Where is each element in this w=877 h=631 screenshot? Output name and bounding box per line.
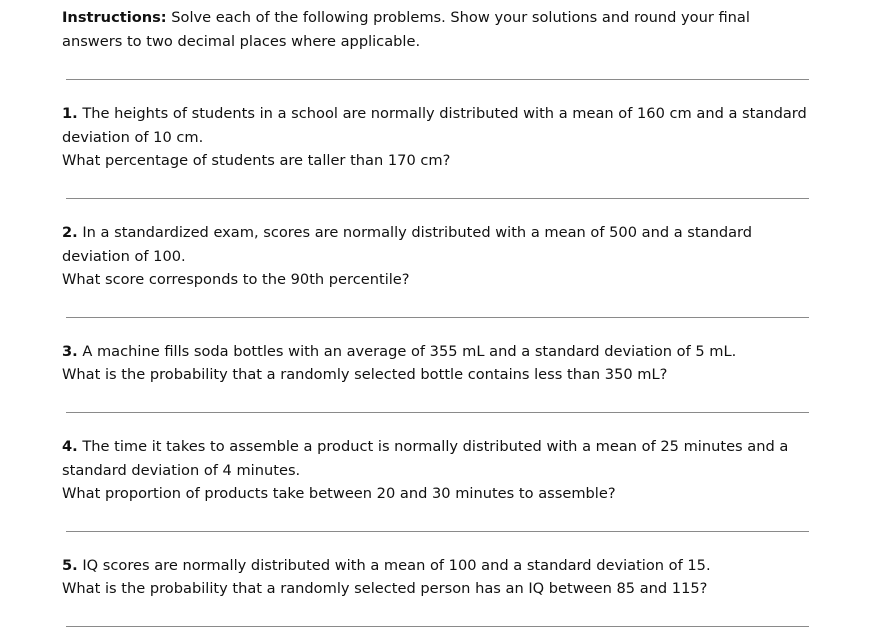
problem-text: The time it takes to assemble a product is normally distributed with a mean of 25 minutes and a standard deviation of 4 minutes.	[62, 437, 789, 479]
instructions-label: Instructions:	[62, 9, 167, 26]
problem-question: What score corresponds to the 90th percentile?	[62, 271, 410, 289]
problem-statement	[62, 340, 812, 364]
problem-text: In a standardized exam, scores are normally distributed with a mean of 500 and a standard deviation of 100.	[62, 223, 753, 265]
answer-line-divider	[66, 79, 809, 80]
problem-2	[62, 221, 812, 292]
problem-4	[62, 435, 812, 506]
problem-number: 4.	[62, 437, 78, 455]
answer-line-divider	[66, 531, 809, 532]
problem-5	[62, 554, 812, 601]
problem-statement	[62, 554, 812, 578]
problem-question: What percentage of students are taller than 170 cm?	[62, 152, 451, 170]
problem-statement	[62, 435, 812, 482]
problem-number: 2.	[62, 223, 78, 241]
problem-statement	[62, 102, 812, 149]
problem-text: A machine fills soda bottles with an average of 355 mL and a standard deviation of 5 mL.	[82, 342, 737, 360]
problem-number: 5.	[62, 556, 78, 574]
problem-question: What is the probability that a randomly selected person has an IQ between 85 and 115?	[62, 580, 708, 598]
instructions-text: Solve each of the following problems. Show your solutions and round your final answers to two decimal places where applicable.	[62, 9, 750, 50]
problem-question: What proportion of products take between 20 and 30 minutes to assemble?	[62, 485, 616, 503]
answer-line-divider	[66, 317, 809, 318]
worksheet-page	[62, 6, 812, 627]
problem-1	[62, 102, 812, 173]
problem-number: 3.	[62, 342, 78, 360]
problem-statement	[62, 221, 812, 268]
problem-text: The heights of students in a school are normally distributed with a mean of 160 cm and a standard deviation of 10 cm.	[62, 105, 807, 146]
problem-text: IQ scores are normally distributed with a mean of 100 and a standard deviation of 15.	[82, 556, 711, 574]
answer-line-divider	[66, 412, 809, 413]
answer-line-divider	[66, 198, 809, 199]
problem-3	[62, 340, 812, 387]
problem-question: What is the probability that a randomly selected bottle contains less than 350 mL?	[62, 366, 668, 384]
answer-line-divider	[66, 626, 809, 627]
instructions	[62, 6, 812, 53]
problem-number: 1.	[62, 105, 78, 123]
